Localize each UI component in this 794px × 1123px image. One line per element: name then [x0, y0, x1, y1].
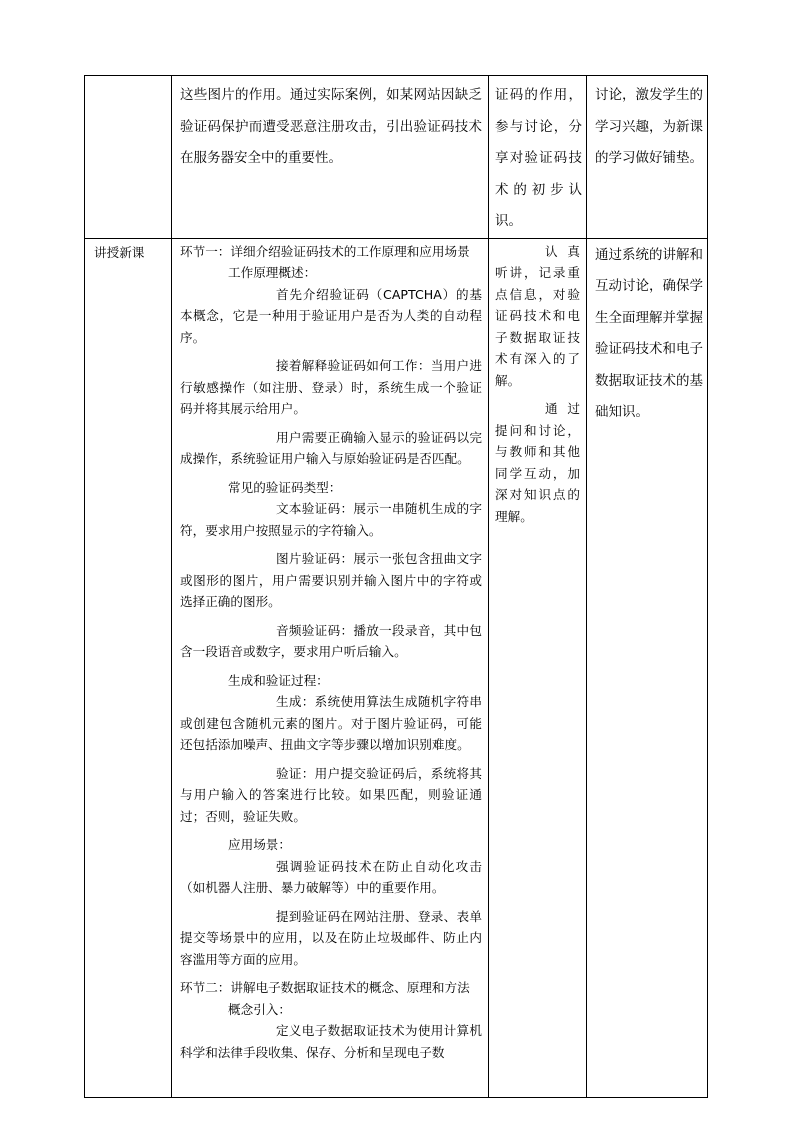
paragraph: 图片验证码：展示一张包含扭曲文字或图形的图片，用户需要识别并输入图片中的字符或选择正确的图形。: [180, 551, 482, 609]
stage-cell: [85, 76, 172, 239]
section-heading: 常见的验证码类型：: [228, 479, 342, 495]
section-heading: 工作原理概述：: [228, 265, 317, 280]
paragraph: 接着解释验证码如何工作：当用户进行敏感操作（如注册、登录）时，系统生成一个验证码并将其展示给用户。: [180, 358, 482, 416]
paragraph: 强调验证码技术在防止自动化攻击（如机器人注册、暴力破解等）中的重要作用。: [180, 858, 482, 895]
stage-cell: [85, 238, 172, 1097]
content-cell: [172, 76, 489, 239]
section-heading: 应用场景：: [228, 837, 291, 852]
paragraph: 定义电子数据取证技术为使用计算机科学和法律手段收集、保存、分析和呈现电子数: [180, 1023, 482, 1060]
paragraph: 文本验证码：展示一串随机生成的字符，要求用户按照显示的字符输入。: [180, 501, 482, 538]
intro-design-intent: 讨论，激发学生的学习兴趣，为新课的学习做好铺垫。: [595, 87, 703, 166]
paragraph: 认真听讲，记录重点信息，对验证码技术和电子数据取证技术有深入的了解。: [495, 243, 580, 388]
lesson-plan-table: [84, 75, 708, 1098]
student-activity-cell: [489, 238, 587, 1097]
student-activity-cell: [489, 76, 587, 239]
section-heading: 生成和验证过程：: [228, 672, 329, 688]
paragraph: 用户需要正确输入显示的验证码以完成操作，系统验证用户输入与原始验证码是否匹配。: [180, 429, 482, 466]
paragraph: 首先介绍验证码（CAPTCHA）的基本概念，它是一种用于验证用户是否为人类的自动程序。: [180, 286, 482, 345]
intro-student-activity: 证码的作用，参与讨论，分享对验证码技术的初步认识。: [495, 87, 582, 229]
design-intent-cell: [587, 76, 708, 239]
segment-title: 环节一：详细介绍验证码技术的工作原理和应用场景: [180, 243, 470, 259]
paragraph: 提到验证码在网站注册、登录、表单提交等场景中的应用，以及在防止垃圾邮件、防止内容滥用等方面的应用。: [180, 908, 482, 967]
table-row: [85, 238, 708, 1097]
content-cell: [172, 238, 489, 1097]
section-heading: 概念引入：: [228, 1001, 291, 1017]
paragraph: 音频验证码：播放一段录音，其中包含一段语音或数字，要求用户听后输入。: [180, 622, 482, 659]
stage-label: 讲授新课: [94, 244, 145, 260]
intro-content: 这些图片的作用。通过实际案例，如某网站因缺乏验证码保护而遭受恶意注册攻击，引出验证码技术在服务器安全中的重要性。: [180, 87, 482, 166]
segment-title: 环节二：讲解电子数据取证技术的概念、原理和方法: [180, 980, 470, 995]
table-row: [85, 76, 708, 239]
paragraph: 验证：用户提交验证码后，系统将其与用户输入的答案进行比较。如果匹配，则验证通过；否则，验证失败。: [180, 765, 482, 824]
design-intent-cell: [587, 238, 708, 1097]
design-intent: 通过系统的讲解和互动讨论，确保学生全面理解并掌握验证码技术和电子数据取证技术的基础知识。: [595, 246, 703, 420]
paragraph: 通过提问和讨论，与教师和其他同学互动，加深对知识点的理解。: [495, 401, 580, 524]
paragraph: 生成：系统使用算法生成随机字符串或创建包含随机元素的图片。对于图片验证码，可能还包括添加噪声、扭曲文字等步骤以增加识别难度。: [180, 694, 482, 752]
